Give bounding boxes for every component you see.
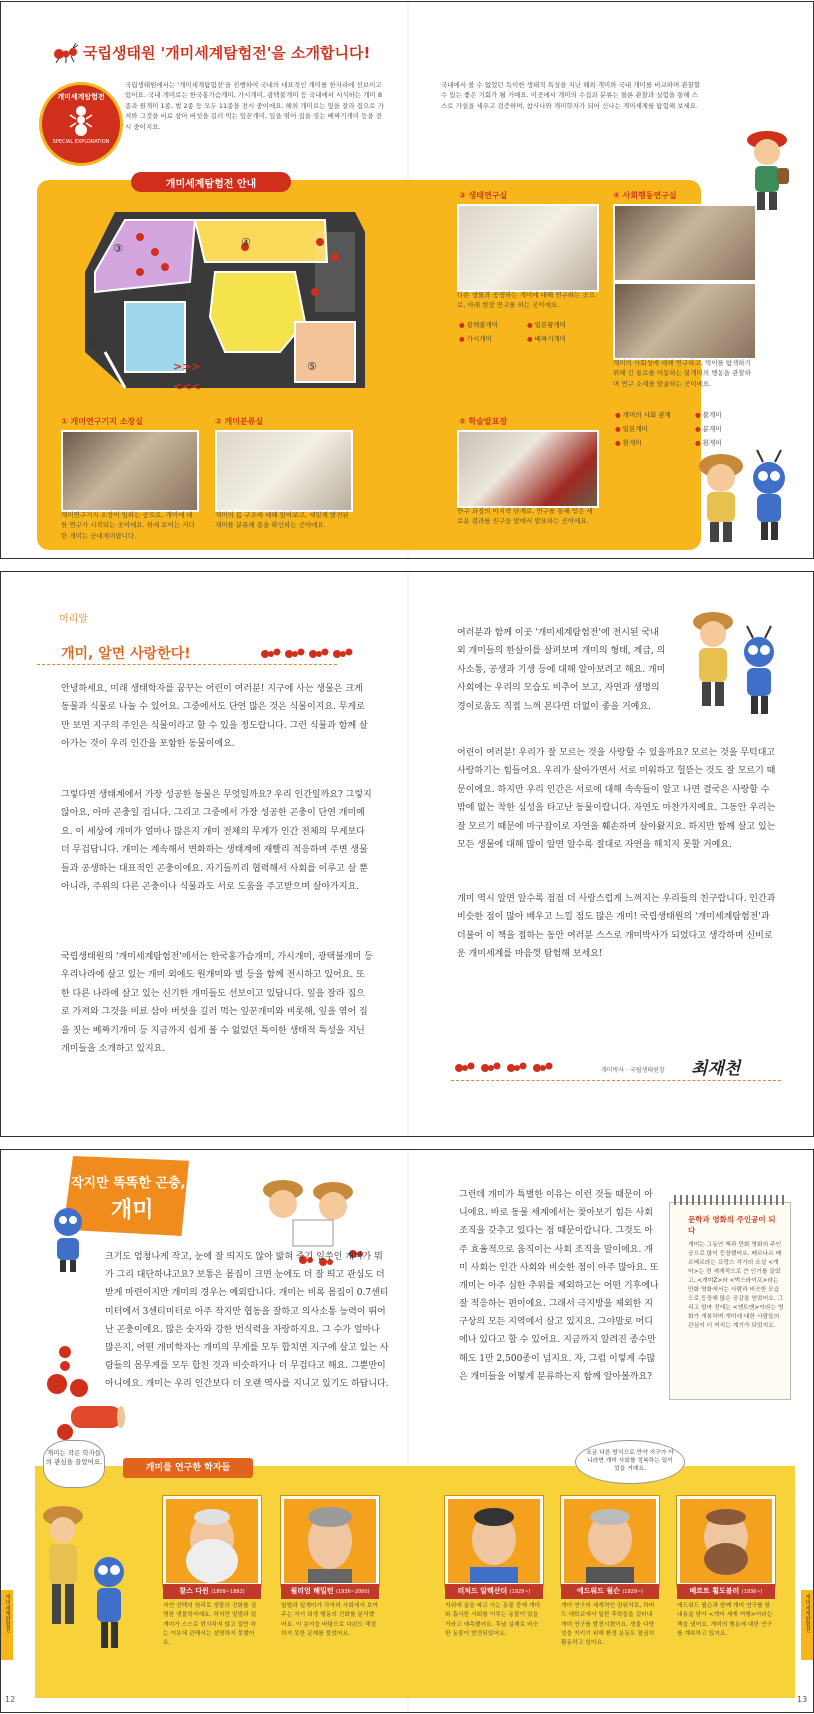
signature-ants-illustration (453, 1056, 553, 1082)
scientist-5-desc: 에드워드 윌슨과 함께 개미 연구를 한 내용을 담아 <개미 세계 여행>이라는 책을 냈어요. 개미의 행동에 대한 연구를 계속하고 있지요. (677, 1603, 773, 1637)
exhibition-logo (39, 82, 123, 166)
preface-right-paragraph-1: 여러분과 함께 이곳 '개미세계탐험전'에 전시된 국내외 개미들의 한살이를 살펴보며 개미의 형태, 계급, 의사소통, 공생과 기생 등에 대해 알아보려고 해요. 개미 사회에는 우리의 모습도 비추어 보고, 자연과 생명의 경이로움도 직접 느껴 본다면 더없이 좋을 거예요. (457, 628, 666, 712)
side-tab-right-text: 개미세계탐험전 (804, 1594, 810, 1633)
preface-left-paragraph-2: 그렇다면 생태계에서 가장 성공한 동물은 무엇일까요? 우리 인간일까요? 그렇지 않아요, 아마 곤충일 겁니다. 그리고 그중에서 가장 성공한 곤충이 단연 개미예요. 이 세상에 개미가 얼마나 많은지 개미 전체의 무게가 인간 전체의 무게보다 더 무겁답니다. 개미는 계속해서 변화하는 생태계에 재빨리 적응하며 주변 생물들과 공생하는 대표적인 곤충이에요. 자기들끼리 협력해서 사회를 이루고 살 뿐 아니라, 주위의 다른 곤충이나 식물과도 서로 도움을 주고받으며 살아가지요. (61, 790, 372, 893)
eco-bullet-3: ● 가시개미 (459, 334, 492, 343)
robot-character-illustration (43, 1204, 93, 1278)
side-tab-left-text: 개미세계탐험전 (4, 1594, 10, 1633)
scientists-banner: 개미를 연구한 학자들 (145, 1463, 231, 1473)
eco-bullet-4: ● 베짜기개미 (527, 334, 566, 343)
eco-bullet-1: ● 광택불개미 (459, 320, 498, 329)
scientist-1-portrait (163, 1496, 261, 1586)
guide-characters-illustration (37, 1502, 137, 1662)
section-4-title: ④ 사회행동연구실 (613, 191, 677, 200)
preface-left-paragraph-3: 국립생태원의 '개미세계탐험전'에서는 한국홍가슴개미, 가시개미, 광택불개미 등 우리나라에 살고 있는 개미 외에도 원개미와 벌 등을 함께 전시하고 있어요. 또한 다른 나라에 살고 있는 신기한 개미들도 선보이고 있답니다. 잎을 잘라 집으로 가져와 그것을 비료 삼아 버섯을 길러 먹는 잎꾼개미와 비롯해, 잎을 엮어 집을 짓는 베짜기개미 등 지금까지 쉽게 볼 수 없었던 특이한 생태적 특성을 지닌 개미들을 소개하고 있지요. (61, 952, 373, 1055)
scientist-1-years: (1809~1882) (211, 1589, 245, 1595)
spread-preface (0, 571, 814, 1137)
section-5-photo (457, 430, 599, 508)
scientist-3-name: 리처드 알렉산더 (457, 1587, 508, 1595)
section-2-title: ② 개미분류실 (215, 417, 264, 426)
section-3-photo (457, 204, 599, 292)
map-title-tab (131, 172, 291, 192)
social-bullet-6: ● 흰개미 (695, 438, 722, 447)
note-title: 문학과 영화의 주인공이 되다 (688, 1215, 776, 1235)
preface-right-paragraph-3: 개미 역시 알면 알수록 점점 더 사랑스럽게 느껴지는 우리들의 친구랍니다. 인간과 비슷한 점이 많아 배우고 느낄 점도 많은 개미! 국립생태원의 '개미세계탐험전'과 더불어 이 책을 접하는 동안 여러분 스스로 개미박사가 되었다고 생각하며 신비로운 개미세계를 마음껏 탐험해 보세요! (457, 894, 776, 960)
scientist-1-desc: 자연 선택의 원리로 생물의 진화를 설명한 생물학자예요. 하지만 일벌과 일개미가 스스로 번식하지 않고 일만 하는 이유에 관해서는 설명하지 못했어요. (163, 1603, 257, 1647)
scientist-3-desc: 지위에 굴을 파고 사는 동물 중에 개미와 흡사한 사회를 이루는 동물이 있을 거라고 예측했어요. 후날 실제로 비슷한 동물이 발견되었어요. (445, 1603, 541, 1637)
preface-title: 개미, 알면 사랑한다! (61, 646, 191, 662)
social-bullet-4: ● 분개미 (695, 424, 722, 433)
section-1-photo (61, 430, 199, 512)
scientist-1-nameplate (163, 1584, 261, 1599)
logo-ring-text: 개미세계탐험전 (57, 93, 105, 101)
section-4-photo-a (613, 204, 757, 282)
section-4-desc: 개미의 사회성에 대해 연구하고, 먹이를 탐색하기 위해 긴 통로를 이동하는 불개미의 행동을 관찰하며 연구 소재를 발굴하는 곳이에요. (613, 359, 751, 388)
feature-title-line-2: 개미 (111, 1198, 154, 1223)
page-number-left: 12 (5, 1695, 16, 1704)
spread-exhibition-intro (0, 1, 814, 559)
page-title: 국립생태원 '개미세계탐험전'을 소개합니다! (83, 44, 371, 62)
direction-arrows-left: <<< (173, 380, 201, 393)
social-bullet-3: ● 일본개미 (615, 424, 648, 433)
social-bullet-2: ● 불개미 (695, 410, 722, 419)
ants-row-illustration (259, 640, 359, 668)
scientist-2-portrait (281, 1496, 379, 1586)
scientist-2-nameplate (281, 1584, 379, 1599)
section-5-title: ⑤ 학술발표장 (459, 417, 508, 426)
scientist-2-years: (1936~2000) (335, 1589, 370, 1595)
logo-ant-icon (68, 105, 94, 141)
signature: 최재천 (691, 1059, 741, 1079)
side-tab-right (801, 1590, 813, 1660)
scientist-5-name: 베르트 횔도블러 (689, 1587, 740, 1595)
logo-bottom-text: SPECIAL EXPLORATION (52, 139, 110, 145)
scientist-4-nameplate (561, 1584, 659, 1599)
scientist-3-portrait (445, 1496, 543, 1586)
scientist-2-name: 윌리엄 해밀턴 (290, 1587, 334, 1595)
section-2-desc: 개미의 몸 구조에 대해 알아보고, 세밀게 발견된 개미를 분류해 종을 확인하는 곳이에요. (215, 511, 349, 530)
section-3-desc: 다른 생물과 공생하는 개미에 대해 연구하는 곳으로, 아래 현장 연구를 하는 곳이에요. (457, 291, 595, 310)
scientist-3-years: (1929~) (509, 1589, 531, 1595)
section-1-desc: 개미연구기지 소장이 일하는 공으로, 개미에 대한 연구가 시작되는 곳이에요. 위에 보이는 커다란 개미는 군대개미랍니다. (61, 511, 195, 540)
signature-prefix: 개미박사 · 국립생태원장 (601, 1067, 665, 1074)
scientist-2-desc: 일벌과 일개미가 각자의 사회에서 보여 주는 자기 희생 행동의 진화를 분석했어요. 이 분석을 바탕으로 다윈도 해결하지 못한 문제를 풀었어요. (281, 1603, 378, 1637)
intro-left-text: 국립생태원에서는 '개미세계탐험전'을 진행하여 국내의 대표적인 개미를 한자리에 선보이고 있어요. 국내 개미로는 한국홍가슴개미, 가시개미, 광택불개미 등 국내에서 서식하는 개미 8종과 원개미 1종, 벌 2종 등 모두 11종을 전시 중이에요. 해외 개미로는 잎을 잘라 집으로 가져와 그것을 비료 삼아 버섯을 길러 먹는 잎꾼개미, 잎을 엮어 집을 짓는 베짜기개미 등을 전시 중이지요. (125, 81, 384, 131)
feature-right-body: 그런데 개미가 특별한 이유는 이런 것들 때문이 아니에요. 바로 동물 세계에서는 찾아보기 힘든 사회 조직을 갖추고 있다는 점 때문이랍니다. 그것도 아주 효율적으로 움직이는 사회 조직을 말이에요. 개미 사회는 인간 사회와 비슷한 점이 아주 많아요. 또 개미는 아주 심한 추위를 제외하고는 어떤 기후에나 잘 적응하는 편이에요. 그래서 극지방을 제외한 지구상의 모든 지역에서 살고 있지요. 그야말로 어디에나 있다고 할 수 있어요. 지금까지 알려진 종수만 해도 1만 2,500종이 넘지요. 자, 그럼 이렇게 수많은 개미들을 어떻게 분류하는지 함께 알아볼까요? (459, 1190, 659, 1382)
map-title: 개미세계탐험전 안내 (165, 179, 257, 190)
feature-left-body: 크기도 엄청나게 작고, 눈에 잘 띄지도 않아 밟혀 죽기 일쑤인 개미가 뭐가 그리 대단하냐고요? 보통은 몸집이 크면 눈에도 더 잘 띄고 관심도 더 받게 마련이지만 개미의 경우는 예외랍니다. 개미는 비록 몸집이 0.7센티미터에서 3센티미터로 아주 작지만 협동을 잘하고 의사소통 능력이 뛰어난 곤충이에요. 많은 숫자와 강한 번식력을 자랑하지요. 그 수가 얼마나 많은지, 어떤 개미학자는 개미의 무게를 모두 합치면 지구에 살고 있는 사람들의 몸무게를 모두 합친 것과 비슷하거나 더 무겁다고 해요. 그뿐만이 아니에요. 개미는 우리 인간보다 더 오랜 역사를 지니고 있기도 하답니다. (105, 1252, 389, 1390)
map-number-5: ⑤ (307, 360, 317, 373)
spread-ant-facts (0, 1149, 814, 1713)
section-3-title: ③ 생태연구실 (459, 191, 508, 200)
section-5-desc: 연구 과정의 마지막 단계로, 연구를 통해 얻은 새로운 결과를 친구들 앞에서 발표하는 곳이에요. (457, 507, 593, 526)
scientist-5-nameplate (677, 1584, 775, 1599)
page-gutter (407, 572, 409, 1136)
scientist-1-name: 찰스 다윈 (179, 1587, 209, 1595)
page-number-right: 13 (797, 1695, 808, 1704)
ant-icon (53, 42, 79, 68)
section-1-title: ① 개미연구기지 소장실 (61, 417, 143, 426)
scientist-4-name: 에드워드 윌슨 (576, 1587, 620, 1595)
section-2-photo (215, 430, 353, 512)
social-bullet-1: ● 개미의 사회 관계 (615, 410, 671, 419)
explorer-characters-illustration (691, 448, 801, 552)
preface-characters-illustration (687, 606, 787, 730)
intro-right-text: 국내에서 볼 수 없었던 독이한 생태적 특성을 지닌 해외 개미와 국내 개미를 비교하며 관찰할 수 있는 좋은 기회가 될 거예요. 이곳에서 개미의 수집과 분류는 물론 관찰과 실험을 통해 스스로 가설을 세우고 검증하며, 참사나와 개미학자가 되어 신나는 개미세계를 탐험해 보세요. (441, 81, 701, 110)
map-number-4: ④ (241, 236, 251, 249)
scientists-banner-box (123, 1458, 253, 1478)
floor-plan (65, 202, 385, 402)
scientist-4-desc: 개미 연구의 세계적인 권위자로, 하버드 대학교에서 일한 후학들을 길러내 개미 연구를 발전시켰어요. 생물 다양성을 지키기 위해 환경 운동도 열심히 활동하고 있어요. (561, 1603, 655, 1647)
scientist-3-nameplate (445, 1584, 543, 1599)
section-4-photo-b (613, 282, 757, 360)
eco-bullet-2: ● 일본왕개미 (527, 320, 566, 329)
map-number-3: ③ (113, 242, 123, 255)
scientist-4-years: (1929~) (622, 1589, 644, 1595)
note-card (669, 1202, 791, 1400)
speech-bubble-right: 조금 다른 방식으로 만약 지구가 아니라면 개미 사회를 정복하는 일이 었을 거예요. (575, 1440, 685, 1484)
preface-left-paragraph-1: 안녕하세요, 미래 생태학자를 꿈꾸는 어린이 여러분! 지구에 사는 생물은 크게 동물과 식물로 나눌 수 있어요. 그중에서도 단연 많은 것은 식물이지요. 무게로만 보면 지구의 주인은 식물이라고 할 수 있을 정도랍니다. 그런 식물과 함께 살아가는 것이 우리 인간을 포함한 동물이에요. (61, 684, 368, 750)
preface-header: 머리말 (59, 614, 88, 625)
social-bullet-5: ● 흰개미 (615, 438, 642, 447)
preface-right-paragraph-2: 어린이 여러분! 우리가 잘 모르는 것을 사랑할 수 있을까요? 모르는 것을 무턱대고 사랑하기는 힘들어요. 우리가 살아가면서 서로 미워하고 헐뜯는 것도 잘 모르기 때문이에요. 하지만 우리 인간은 서로에 대해 속속들이 알고 나면 결국은 사랑할 수밖에 없는 착한 심성을 타고난 동물이랍니다. 자연도 마찬가지예요. 그동안 우리는 잘 모르기 때문에 마구잡이로 자연을 훼손하며 살아왔지요. 하지만 함께 살고 있는 모든 생물에 대해 많이 알면 알수록 절대로 자연을 해치지 못할 거예요. (457, 748, 776, 851)
map-number-2: ② (87, 335, 97, 348)
scientist-5-years: (1936~) (741, 1589, 763, 1595)
map-number-1: ① (177, 285, 187, 298)
note-body: 개미는 그동안 책과 만화 영화의 주인공으로 많이 등장했어요. 베르나르 베르베르라는 프랑스 작가의 소설 <개미>는 전 세계적으로 큰 인기를 끌었고, <개미Z>와 <벅스라이프>라는 만화 영화에서는 사람과 비슷한 모습으로 등장해 많은 공감을 얻었어요. 그리고 얼마 전에는 <앤트맨>이라는 영화가 개봉하며 개미에 대한 사람들의 관심이 더 커지는 계기가 되었지요. (688, 1242, 784, 1329)
scientist-5-portrait (677, 1496, 775, 1586)
scientist-4-portrait (561, 1496, 659, 1586)
side-tab-left (1, 1590, 13, 1660)
feature-title-line-1: 작지만 똑똑한 곤충, (71, 1176, 186, 1191)
notebook-rings (674, 1195, 786, 1205)
speech-bubble-left: 개미는 작은 학자들의 관심을 끌었어요. (43, 1440, 105, 1488)
direction-arrows-right: >>> (173, 360, 201, 373)
